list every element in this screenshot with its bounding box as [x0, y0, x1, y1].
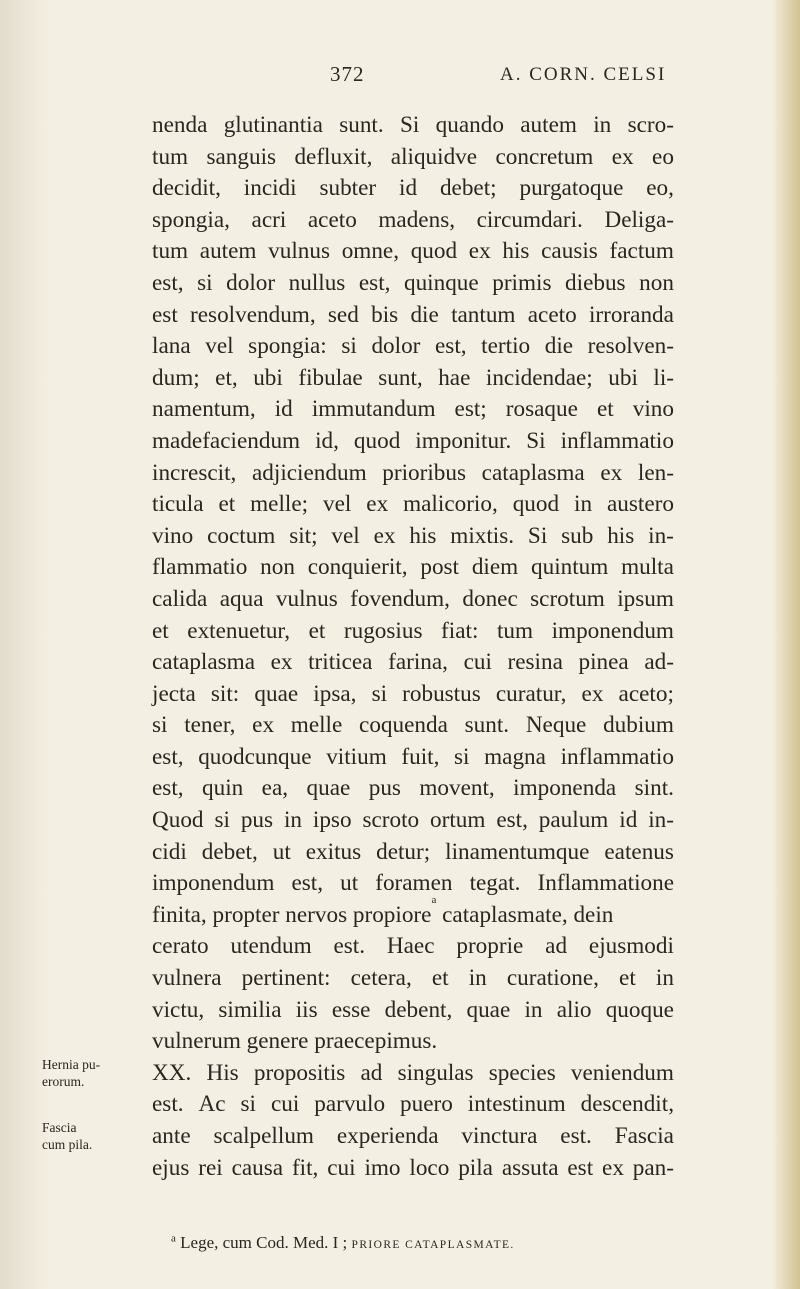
text-line: ejus rei causa fit, cui imo loco pila assuta est ex pan- [152, 1154, 674, 1181]
text-line: imponendum est, ut foramen tegat. Inflammatione [152, 870, 674, 897]
text-line: namentum, id immutandum est; rosaque et vino [152, 396, 674, 423]
text-line: et extenuetur, et rugosius fiat: tum imponendum [152, 617, 674, 644]
text-line: ante scalpellum experienda vinctura est. Fascia [152, 1123, 674, 1149]
text-line: victu, similia iis esse debent, quae in alio quoque [152, 996, 674, 1023]
text-line: est resolvendum, sed bis die tantum aceto irroranda [152, 301, 674, 328]
text-line: dum; et, ubi fibulae sunt, hae incidendae; ubi li- [152, 364, 674, 391]
text-line: spongia, acri aceto madens, circumdari. Deliga- [152, 206, 674, 233]
text-line: calida aqua vulnus fovendum, donec scrotum ipsum [152, 585, 674, 612]
text-line: est. Ac si cui parvulo puero intestinum descendit, [152, 1091, 674, 1118]
footnote-marker: a [171, 1232, 176, 1245]
text-line: Quod si pus in ipso scroto ortum est, paulum id in- [152, 807, 674, 834]
text-line: decidit, incidi subter id debet; purgatoque eo, [152, 175, 674, 202]
page-number: 372 [330, 62, 365, 86]
text-line: flammatio non conquierit, post diem quintum multa [152, 554, 674, 581]
text-line: finita, propter nervos propiore a cataplasmate, dein [152, 900, 674, 932]
text-line: ticula et melle; vel ex malicorio, quod in austero [152, 491, 674, 518]
text-line: est, quodcunque vitium fuit, si magna inflammatio [152, 743, 674, 770]
text-line: vino coctum sit; vel ex his mixtis. Si sub his in- [152, 522, 674, 549]
main-text [152, 110, 674, 1184]
text-line: lana vel spongia: si dolor est, tertio die resolven- [152, 333, 674, 360]
marginal-note-hernia: Hernia pu- erorum. [42, 1057, 101, 1089]
text-line: vulnera pertinent: cetera, et in curatione, et in [152, 965, 674, 992]
text-line: XX. His propositis ad singulas species veniendum [152, 1059, 674, 1086]
text-line: cerato utendum est. Haec proprie ad ejusmodi [152, 933, 674, 960]
footnote: $^a$ Lege, cum Cod. Med. I ; PRIORE CATAPLASMATE. [171, 1232, 515, 1252]
text-line: nenda glutinantia sunt. Si quando autem in scro- [152, 112, 674, 138]
text-line: est, quin ea, quae pus movent, imponenda sint. [152, 775, 674, 802]
running-title: A. CORN. CELSI [500, 64, 667, 85]
book-gutter-shadow [0, 0, 50, 1289]
footnote-smallcaps: PRIORE CATAPLASMATE. [351, 1239, 515, 1251]
text-line: tum sanguis defluxit, aliquidve concretum ex eo [152, 143, 674, 170]
footnote-ref: a [431, 893, 437, 906]
text-line: est, si dolor nullus est, quinque primis diebus non [152, 269, 674, 296]
text-line: tum autem vulnus omne, quod ex his causis factum [152, 238, 674, 265]
marginal-note-fascia: Fascia cum pila. [42, 1120, 93, 1152]
text-line: increscit, adjiciendum prioribus cataplasma ex len- [152, 459, 674, 486]
page-edge-shadow [772, 0, 800, 1289]
text-line: vulnerum genere praecepimus. [152, 1028, 438, 1055]
text-line: madefaciendum id, quod imponitur. Si inflammatio [152, 427, 674, 454]
text-line: jecta sit: quae ipsa, si robustus curatur, ex aceto; [152, 680, 674, 707]
text-line: cataplasma ex triticea farina, cui resina pinea ad- [152, 649, 674, 676]
text-line: si tener, ex melle coquenda sunt. Neque dubium [152, 712, 674, 739]
text-line: cidi debet, ut exitus detur; linamentumque eatenus [152, 838, 674, 865]
